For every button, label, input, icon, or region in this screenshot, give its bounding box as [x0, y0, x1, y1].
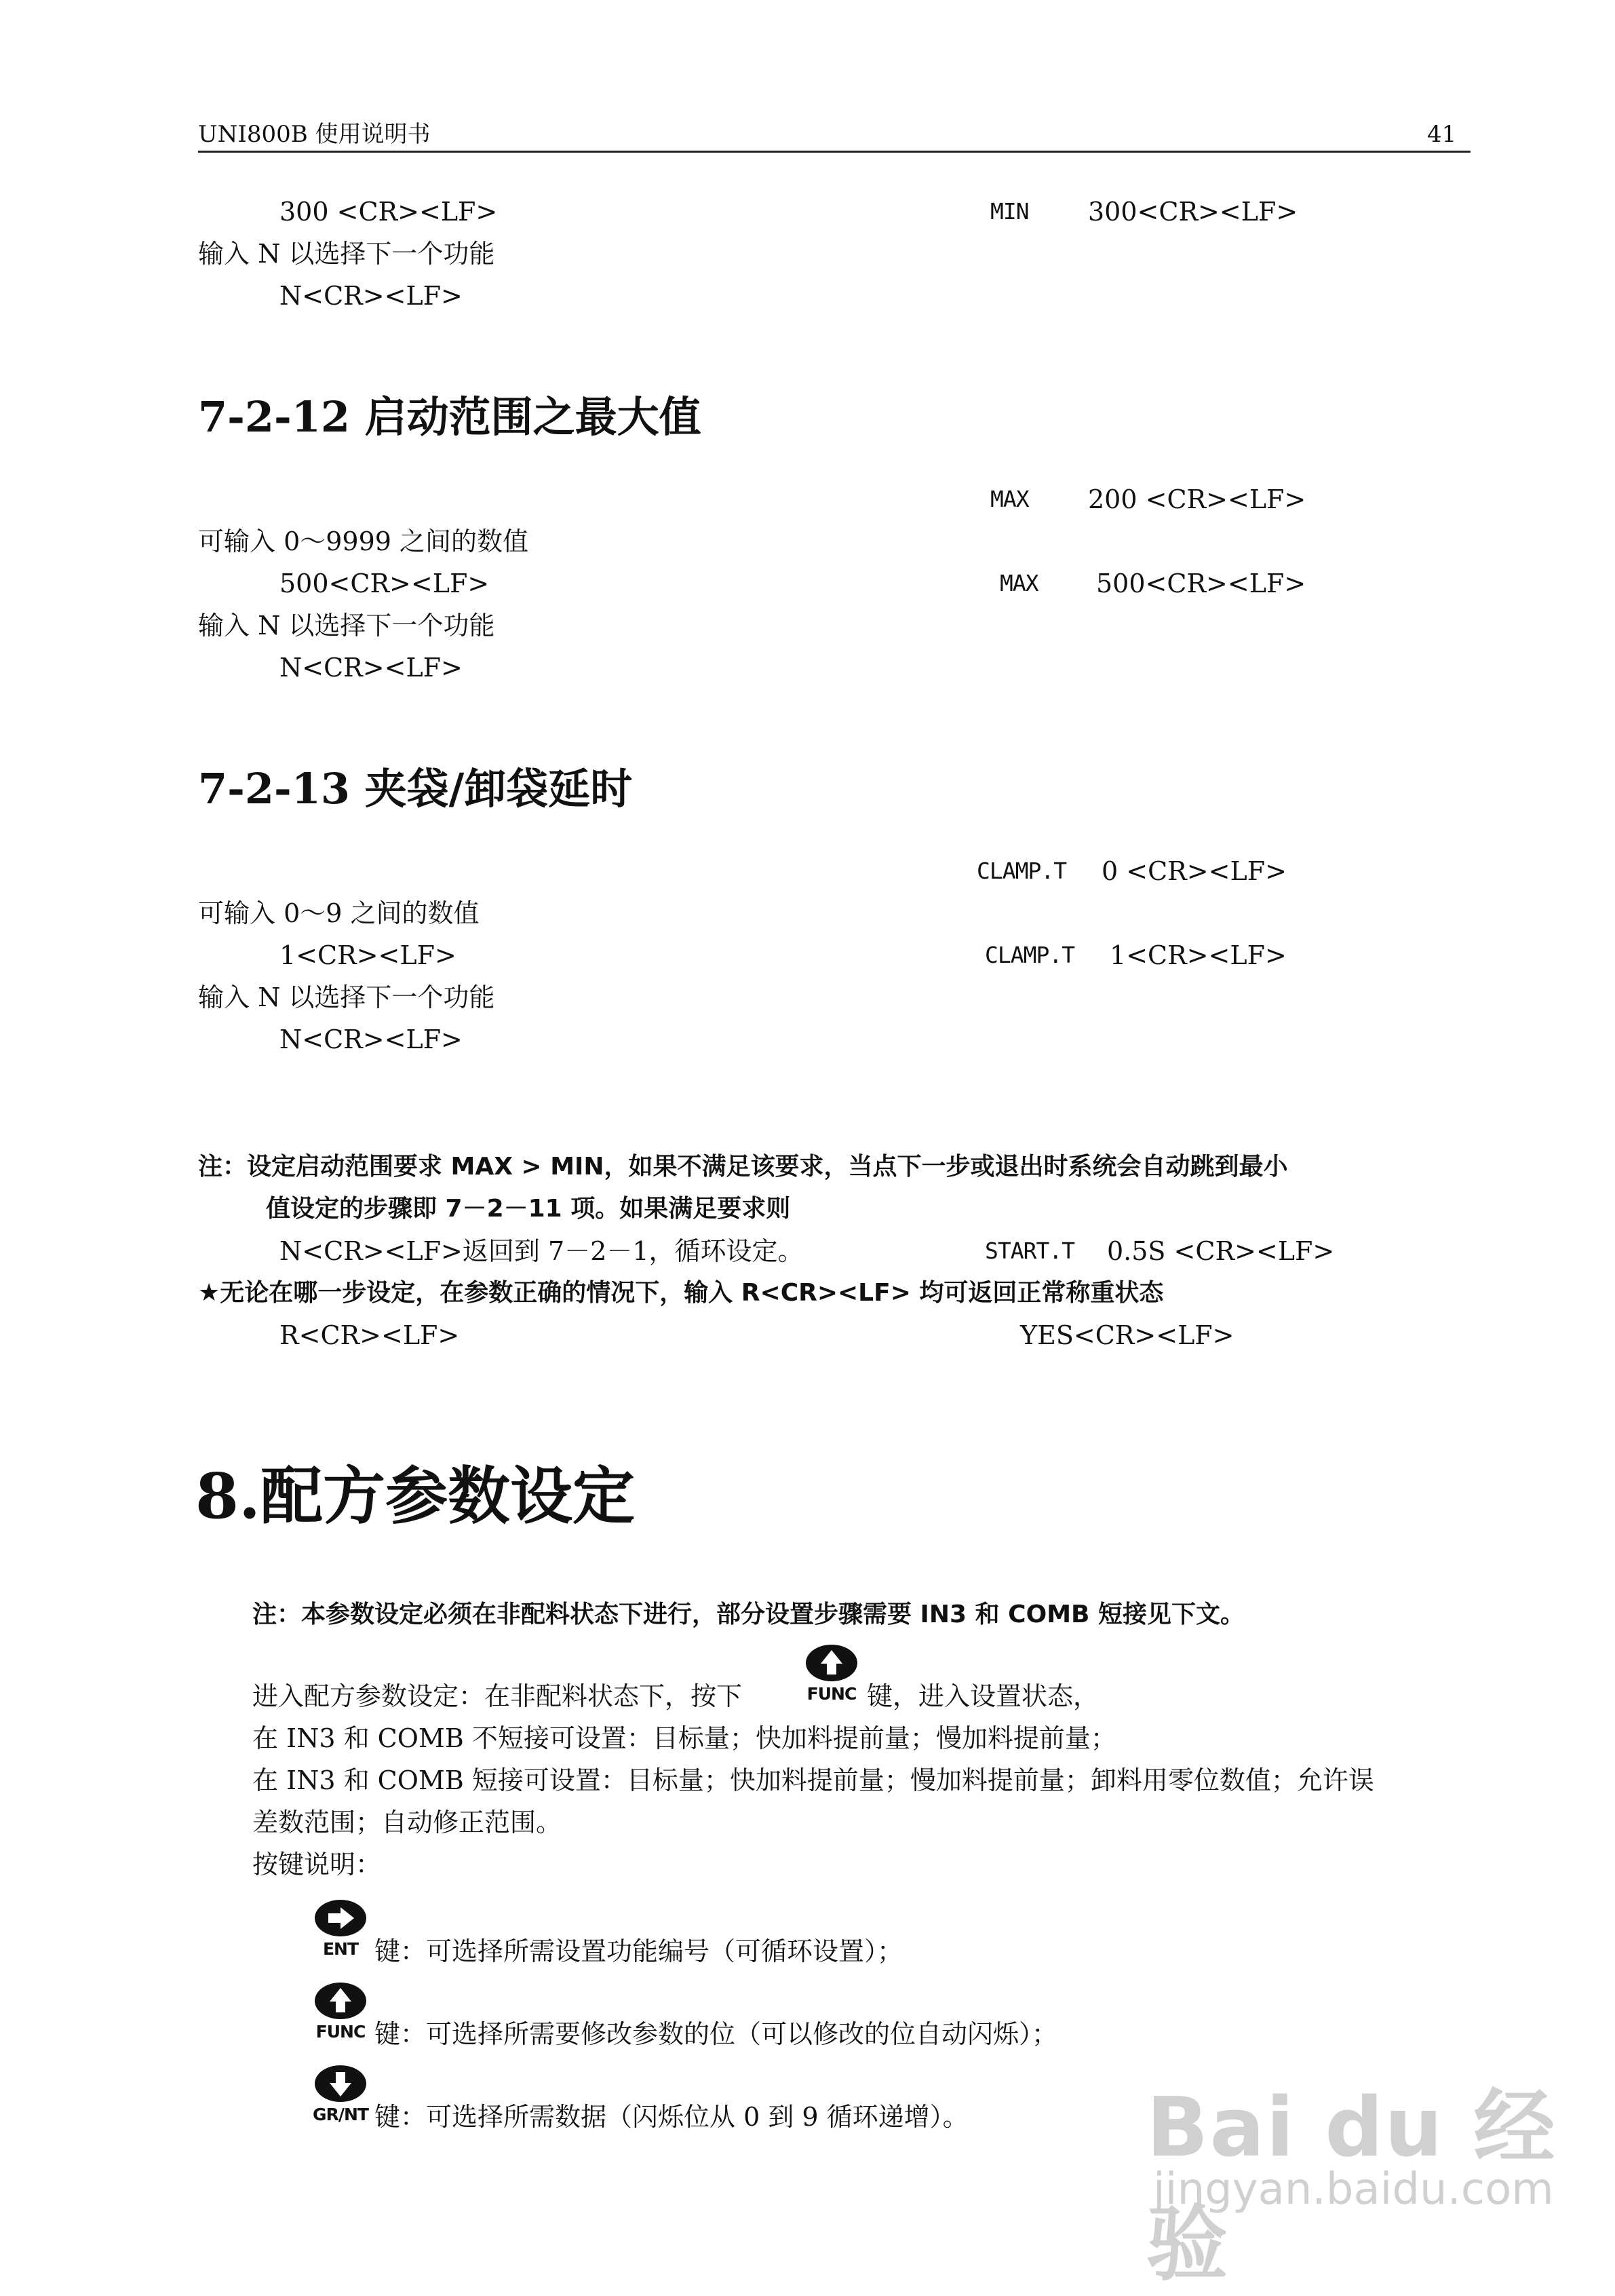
note-line-4: ★无论在哪一步设定，在参数正确的情况下，输入 R<CR><LF> 均可返回正常称重状态 — [198, 1279, 1164, 1307]
s13-display1-code: CLAMP.T — [977, 858, 1067, 884]
ent-key-label: ENT — [322, 1939, 359, 1959]
s0-display-code: MIN — [990, 198, 1029, 225]
grnt-key-label: GR/NT — [313, 2105, 368, 2124]
section-7-2-12-title: 7-2-12 启动范围之最大值 — [198, 392, 701, 442]
func-key-description: 键：可选择所需要修改参数的位（可以修改的位自动闪烁）； — [374, 2019, 1058, 2049]
s12-range-hint: 可输入 0～9999 之间的数值 — [198, 527, 529, 556]
section-8-title: 8.配方参数设定 — [195, 1459, 636, 1533]
s0-display-value: 300<CR><LF> — [1088, 197, 1298, 227]
s12-n-command: N<CR><LF> — [279, 653, 463, 683]
note-display-value: 0.5S <CR><LF> — [1107, 1236, 1335, 1266]
s12-input: 500<CR><LF> — [279, 569, 490, 598]
header-divider — [198, 151, 1471, 153]
s13-n-command: N<CR><LF> — [279, 1025, 463, 1054]
s13-next-hint: 输入 N 以选择下一个功能 — [198, 982, 495, 1012]
enter-instruction-b: 键，进入设置状态， — [867, 1681, 1100, 1711]
note-display-code: START.T — [985, 1238, 1075, 1264]
note-line-5-display: YES<CR><LF> — [1020, 1320, 1234, 1350]
up-arrow-icon — [798, 1642, 865, 1684]
s12-next-hint: 输入 N 以选择下一个功能 — [198, 611, 495, 640]
s0-n-command: N<CR><LF> — [279, 281, 463, 311]
s0-next-hint: 输入 N 以选择下一个功能 — [198, 239, 495, 269]
ent-key-description: 键：可选择所需设置功能编号（可循环设置）； — [374, 1936, 903, 1966]
s12-display2-value: 500<CR><LF> — [1096, 569, 1306, 598]
up-arrow-icon — [307, 1980, 374, 2022]
config-line-a: 在 IN3 和 COMB 不短接可设置：目标量；快加料提前量；慢加料提前量； — [252, 1723, 1116, 1753]
keys-title: 按键说明： — [252, 1850, 382, 1879]
header-title: UNI800B 使用说明书 — [198, 121, 431, 148]
section-8-note: 注：本参数设定必须在非配料状态下进行，部分设置步骤需要 IN3 和 COMB 短接见下文。 — [252, 1601, 1245, 1628]
grnt-key-description: 键：可选择所需数据（闪烁位从 0 到 9 循环递增）。 — [374, 2102, 969, 2132]
config-line-c: 差数范围；自动修正范围。 — [252, 1807, 562, 1837]
s13-display2-code: CLAMP.T — [985, 942, 1075, 968]
section-7-2-13-title: 7-2-13 夹袋/卸袋延时 — [198, 764, 633, 814]
func-key-legend — [307, 1980, 374, 2048]
func-key-label: FUNC — [806, 1684, 857, 1704]
s13-range-hint: 可输入 0～9 之间的数值 — [198, 898, 480, 928]
func-key — [798, 1642, 865, 1710]
func-key-legend-label: FUNC — [315, 2022, 366, 2042]
s12-display1-code: MAX — [990, 486, 1029, 512]
note-line-3: N<CR><LF>返回到 7－2－1，循环设定。 — [279, 1236, 804, 1266]
s12-display2-code: MAX — [1000, 570, 1038, 596]
s0-input-line: 300 <CR><LF> — [279, 197, 498, 227]
s12-display1-value: 200 <CR><LF> — [1088, 484, 1306, 514]
down-arrow-icon — [307, 2063, 374, 2105]
s13-display1-value: 0 <CR><LF> — [1102, 856, 1287, 886]
note-line-5: R<CR><LF> — [279, 1320, 460, 1350]
s13-input: 1<CR><LF> — [279, 940, 456, 970]
config-line-b: 在 IN3 和 COMB 短接可设置：目标量；快加料提前量；慢加料提前量；卸料用零位数值；允许误 — [252, 1765, 1374, 1795]
grnt-key — [307, 2063, 374, 2130]
right-arrow-icon — [307, 1897, 374, 1939]
note-line-2: 值设定的步骤即 7－2－11 项。如果满足要求则 — [266, 1195, 791, 1223]
watermark-url: jingyan.baidu.com — [1153, 2164, 1554, 2215]
page-number: 41 — [1427, 121, 1457, 148]
ent-key — [307, 1897, 374, 1965]
watermark-brand: Bai du 经验 — [1146, 2081, 1557, 2292]
note-line-1: 注：设定启动范围要求 MAX > MIN，如果不满足该要求，当点下一步或退出时系统会自动跳到最小 — [198, 1153, 1288, 1181]
s13-display2-value: 1<CR><LF> — [1110, 940, 1287, 970]
enter-instruction-a: 进入配方参数设定：在非配料状态下，按下 — [252, 1681, 743, 1711]
